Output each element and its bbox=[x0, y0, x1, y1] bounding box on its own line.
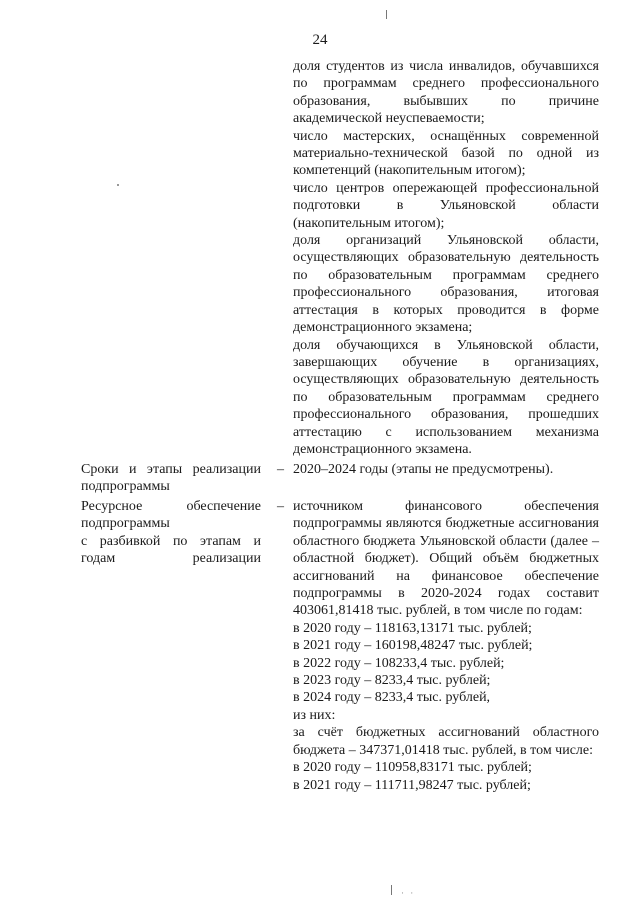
resources-label-line1: Ресурсное обеспечение подпрограммы bbox=[81, 499, 261, 532]
indicators-list bbox=[293, 58, 599, 458]
regional-year-line: в 2020 году – 110958,83171 тыс. рублей; bbox=[293, 760, 532, 776]
resources-label-block bbox=[81, 498, 277, 568]
resources-value-block bbox=[293, 498, 599, 794]
terms-value-block bbox=[293, 461, 599, 478]
resources-label-line2: с разбивкой по этапам и годам реализации bbox=[81, 533, 261, 567]
terms-value: 2020–2024 годы (этапы не предусмотрены). bbox=[293, 462, 554, 477]
year-line: в 2020 году – 118163,13171 тыс. рублей; bbox=[293, 620, 532, 636]
indicator-item: доля организаций Ульяновской области, осуществляющих образовательную деятельность по образовательным программам среднего профессионального образования, итоговая аттестация в которых проводится в форме демонстрационного экзамена; bbox=[293, 233, 599, 336]
indicator-item: доля студентов из числа инвалидов, обучавшихся по программам среднего профессионального образования, выбывших по причине академической неуспеваемости; bbox=[293, 59, 599, 127]
regional-intro: за счёт бюджетных ассигнований областного бюджета – 347371,01418 тыс. рублей, в том числе: bbox=[293, 725, 599, 758]
year-line: в 2021 году – 160198,48247 тыс. рублей; bbox=[293, 638, 533, 654]
scan-mark-top bbox=[386, 10, 387, 19]
regional-year-line: в 2021 году – 111711,98247 тыс. рублей; bbox=[293, 777, 531, 793]
indicator-item: число мастерских, оснащённых современной материально-технической базой по одной из компетенций (накопительным итогом); bbox=[293, 128, 599, 179]
terms-label: Сроки и этапы реализации подпрограммы bbox=[81, 462, 261, 495]
year-line: в 2022 году – 108233,4 тыс. рублей; bbox=[293, 655, 505, 671]
terms-dash: – bbox=[277, 462, 284, 477]
of-them-label: из них: bbox=[293, 707, 336, 723]
scan-speck bbox=[117, 184, 119, 186]
page-number: 24 bbox=[312, 32, 328, 48]
scan-mark-bottom bbox=[391, 885, 392, 895]
resources-intro: источником финансового обеспечения подпрограммы являются бюджетные ассигнования областного бюджета Ульяновской области (далее – областной бюджет). Общий объём бюджетных ассигнований на финансовое обеспечение подпрограммы в 2020-2024 годах составит 403061,81418 тыс. рублей, в том числе по годам: bbox=[293, 499, 599, 619]
scan-specks: · · bbox=[401, 888, 416, 898]
resources-dash: – bbox=[277, 499, 284, 514]
indicator-item: доля обучающихся в Ульяновской области, завершающих обучение в организациях, осуществляющих образовательную деятельность по образовательным программам среднего профессионального образования, прошедших аттестацию с использованием механизма демонстрационного экзамена. bbox=[293, 337, 599, 457]
indicator-item: число центров опережающей профессиональной подготовки в Ульяновской области (накопительным итогом); bbox=[293, 180, 599, 231]
year-line: в 2024 году – 8233,4 тыс. рублей, bbox=[293, 690, 491, 706]
terms-label-block bbox=[81, 461, 277, 496]
year-line: в 2023 году – 8233,4 тыс. рублей; bbox=[293, 673, 491, 689]
